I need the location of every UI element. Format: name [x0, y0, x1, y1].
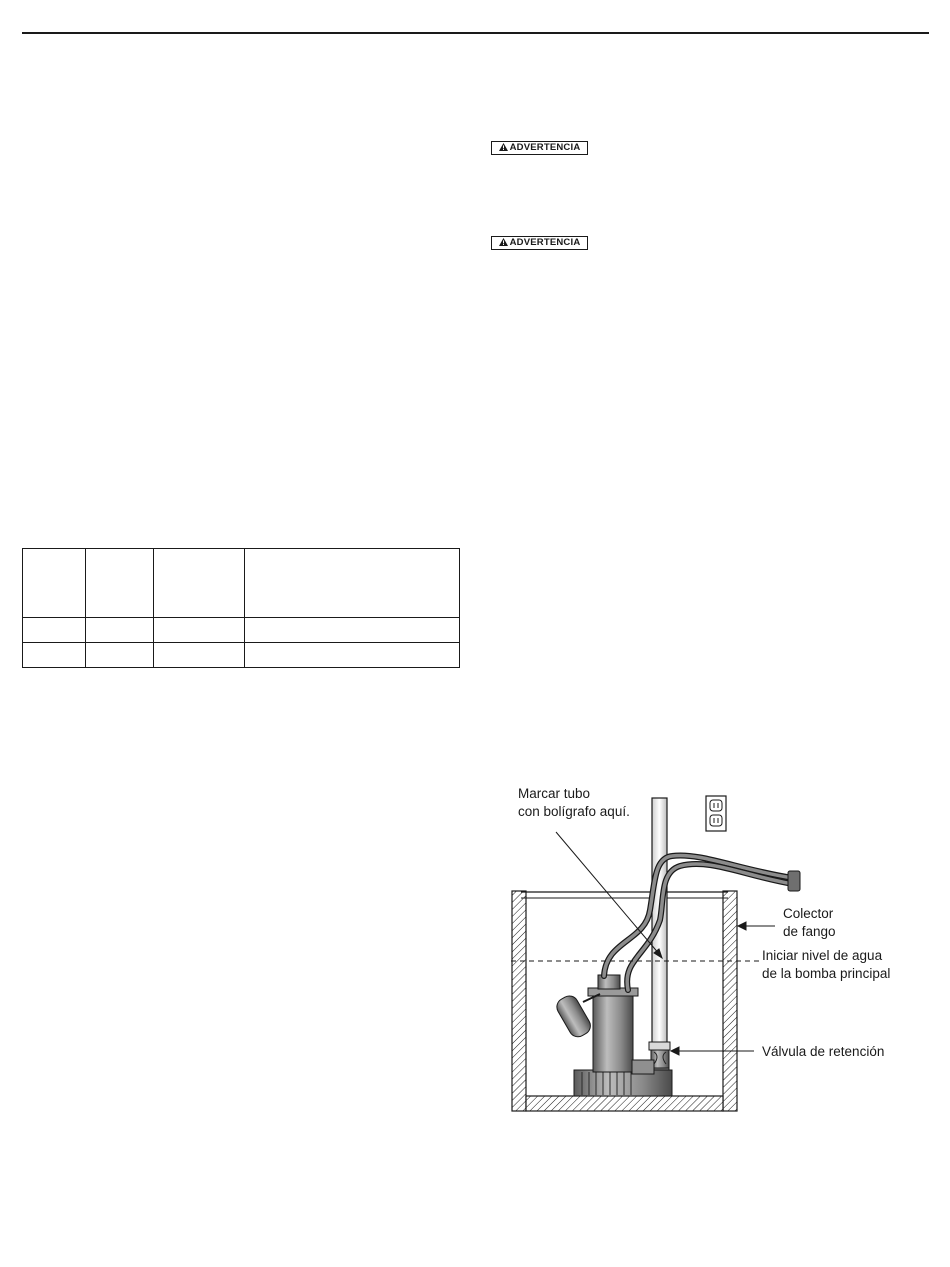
table-cell — [86, 618, 154, 643]
water-level-label: de la bomba principal — [762, 966, 891, 981]
sump-label: de fango — [783, 924, 836, 939]
table-cell — [23, 618, 86, 643]
mark-pipe-label: con bolígrafo aquí. — [518, 804, 630, 819]
water-level-label: Iniciar nivel de agua — [762, 948, 883, 963]
table-row — [23, 618, 460, 643]
check-valve-label: Válvula de retención — [762, 1044, 885, 1059]
table-cell — [86, 643, 154, 668]
warning-triangle-icon — [499, 143, 508, 151]
warning-badge-label: ADVERTENCIA — [509, 237, 581, 248]
table-cell — [245, 618, 460, 643]
power-outlet-icon — [706, 796, 726, 831]
table-cell — [154, 643, 245, 668]
table-header-cell — [154, 549, 245, 618]
spec-table — [22, 548, 460, 668]
mark-pipe-label: Marcar tubo — [518, 786, 591, 801]
table-header-cell — [245, 549, 460, 618]
table-cell — [23, 643, 86, 668]
table-row — [23, 643, 460, 668]
warning-badge-2 — [491, 236, 588, 250]
warning-badge-1 — [491, 141, 588, 155]
header-rule — [22, 32, 929, 34]
table-header-row — [23, 549, 460, 618]
warning-badge-label: ADVERTENCIA — [509, 142, 581, 153]
sump-label: Colector — [783, 906, 834, 921]
sump-pump-installation-figure — [480, 760, 950, 1130]
table-header-cell — [23, 549, 86, 618]
table-cell — [245, 643, 460, 668]
table-cell — [154, 618, 245, 643]
table-header-cell — [86, 549, 154, 618]
warning-triangle-icon — [499, 238, 508, 246]
